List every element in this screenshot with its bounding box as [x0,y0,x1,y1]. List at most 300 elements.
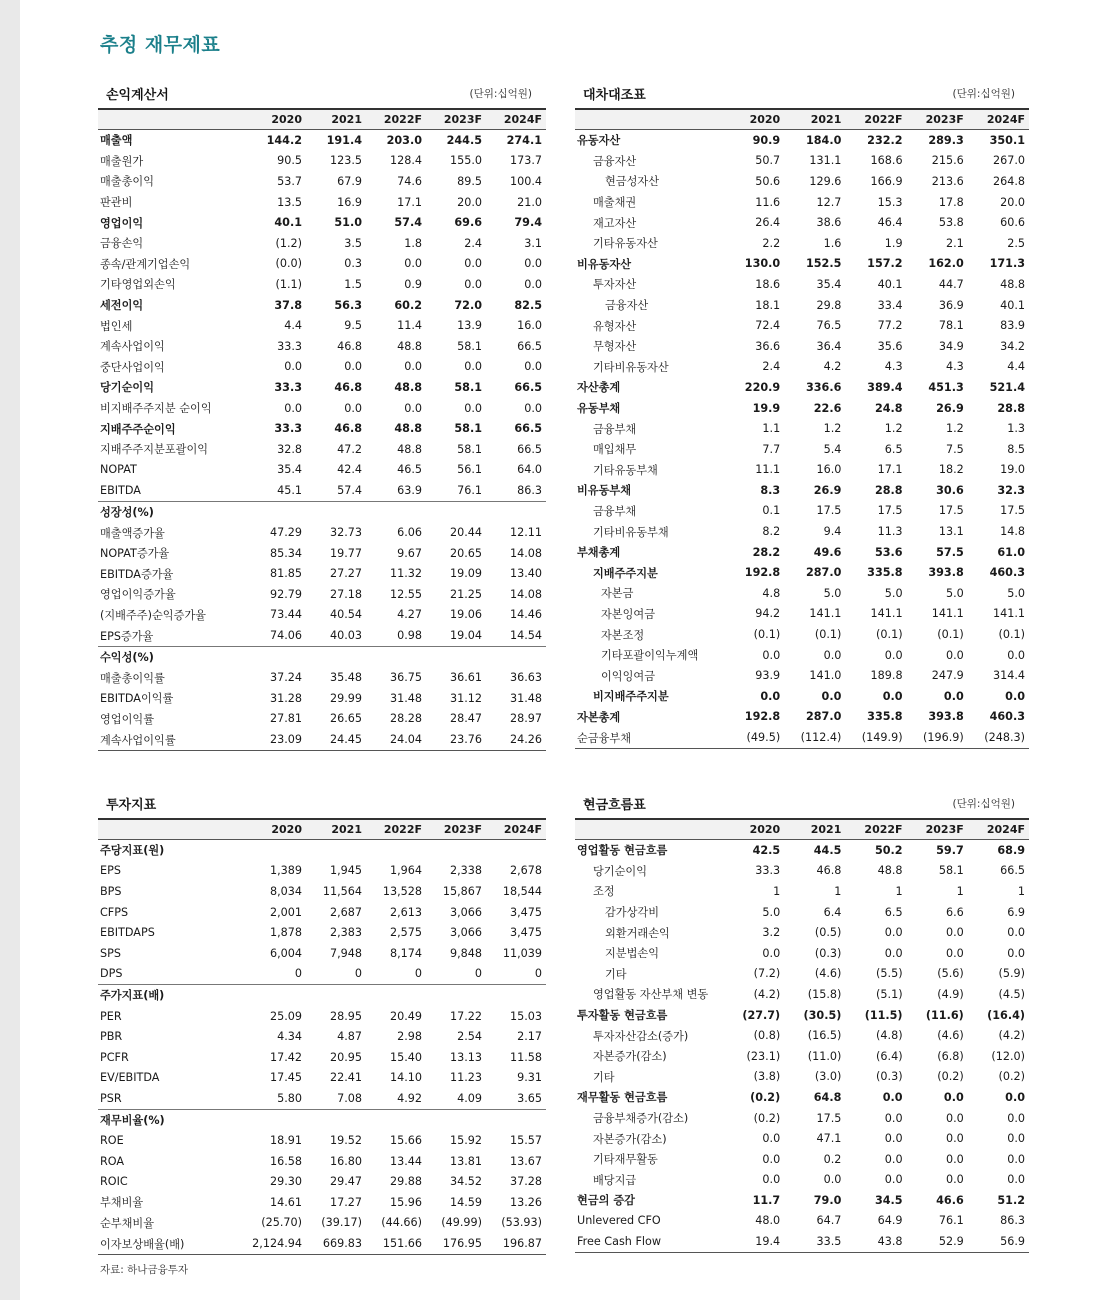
column-header-year: 2024F [486,819,546,840]
cell-value: 11,564 [322,884,362,898]
cell-value: 11.4 [397,319,422,333]
table-row [98,1151,546,1172]
table-row [575,315,1029,336]
cell-value: 451.3 [928,380,964,394]
cell-value [486,840,546,861]
cell-value: 52.9 [907,1231,968,1252]
table-row [575,1170,1029,1191]
cell-value [426,501,486,522]
cell-value: 31.12 [449,691,482,705]
column-header-year: 2022F [366,109,426,130]
table-row [575,645,1029,666]
row-label: PSR [100,1091,122,1105]
table-row [575,1211,1029,1232]
cell-value: 11.3 [877,525,903,539]
cell-value: 314.4 [992,669,1025,683]
row-label: 투자자산 [593,278,637,292]
row-label: 금융부채 [593,504,637,518]
cell-value: 12.7 [816,195,842,209]
cell-value: 26.4 [755,216,781,230]
cell-value: 0.0 [464,257,482,271]
cell-value: 247.9 [931,669,964,683]
row-label: 기타 [593,1070,615,1084]
balance-sheet-section [575,82,1029,749]
cell-value: 0.0 [760,689,781,703]
cell-value: 48.0 [755,1214,781,1228]
cell-value: 0.0 [1007,1173,1025,1187]
table-row [98,357,546,378]
row-label: 매출원가 [100,154,144,168]
row-label: 현금의 증감 [577,1194,635,1208]
column-header-year: 2021 [306,109,366,130]
cell-value: 16.0 [517,319,542,333]
cell-value: 4.8 [762,586,781,600]
cell-value: 9.4 [823,525,842,539]
cell-value: (0.2) [753,1111,781,1125]
cell-value: 15.96 [389,1195,422,1209]
cell-value: (0.1) [876,628,903,642]
cell-value: 1.9 [884,236,903,250]
table-row [575,665,1029,686]
balance-sheet-table [575,108,1029,749]
cell-value: (0.1) [753,628,781,642]
cell-value: 40.1 [1000,298,1025,312]
table-row [575,212,1029,233]
cell-value: 0.1 [762,504,781,518]
cell-value: 9.5 [344,319,362,333]
row-label: 유동부채 [577,402,621,416]
cell-value: (11.5) [864,1008,903,1022]
table-row [575,1025,1029,1046]
cell-value: 2,383 [329,926,362,940]
cash-flow-header [575,792,1029,818]
cell-value: 53.6 [874,545,903,559]
cell-value: 460.3 [989,566,1025,580]
cell-value: 171.3 [989,257,1025,271]
income-statement-body [98,130,546,751]
cell-value: 81.85 [269,567,302,581]
cell-value: 68.9 [997,843,1025,857]
column-header-label [98,109,246,130]
cell-value: 6.4 [823,905,842,919]
cell-value: 76.5 [816,319,842,333]
table-row [98,985,546,1006]
cell-value: 22.6 [813,401,842,415]
row-label: (지배주주)순익증가율 [100,608,206,622]
row-label: 재고자산 [593,216,637,230]
row-label: 유동자산 [577,134,621,148]
cell-value: 37.24 [269,671,302,685]
cell-value: 168.6 [870,154,903,168]
cell-value: 141.1 [992,607,1025,621]
cell-value [246,1109,306,1130]
table-row [575,480,1029,501]
cell-value: (49.99) [441,1216,482,1230]
cell-value [426,1109,486,1130]
table-row [98,295,546,316]
cell-value: (7.2) [753,967,781,981]
row-label: 금융손익 [100,237,144,251]
cell-value: 9.67 [397,546,422,560]
table-row [98,543,546,564]
cell-value: 20.65 [449,546,482,560]
cell-value: 47.2 [337,442,362,456]
cell-value: (5.6) [937,967,964,981]
cell-value: 27.81 [269,712,302,726]
cell-value: 16.0 [816,463,842,477]
cell-value: 14.08 [509,546,542,560]
cell-value: (0.2) [750,1090,781,1104]
cell-value: 1.1 [762,422,781,436]
row-label: SPS [100,946,121,960]
cell-value: 460.3 [989,710,1025,724]
cell-value: 93.9 [755,669,781,683]
cell-value: 2.98 [397,1030,422,1044]
cell-value: 12.11 [509,526,542,540]
row-label: 기타비유동부채 [593,525,669,539]
column-header-year: 2021 [306,819,366,840]
cell-value: 0 [354,967,362,981]
cell-value: 0.0 [464,401,482,415]
cell-value: 18.91 [269,1134,302,1148]
cell-value: 13.5 [277,195,302,209]
table-row [98,501,546,522]
cell-value: 35.4 [816,277,842,291]
income-statement-header-row [98,109,546,130]
cell-value: 3.2 [762,926,781,940]
row-label: 법인세 [100,319,133,333]
cell-value: 0.0 [1005,1090,1025,1104]
row-label: 수익성(%) [98,646,246,667]
cell-value: 34.52 [449,1175,482,1189]
cell-value: 0.0 [945,946,964,960]
row-label: 당기순이익 [593,864,648,878]
cell-value [306,985,366,1006]
column-header-year: 2022F [366,819,426,840]
cell-value: (4.9) [937,987,964,1001]
cell-value: 32.3 [997,483,1025,497]
cell-value: 17.42 [269,1050,302,1064]
table-row [98,1233,546,1254]
cell-value [366,840,426,861]
cell-value: 24.8 [874,401,903,415]
cell-value: 21.0 [517,195,542,209]
cell-value: 15.92 [449,1134,482,1148]
table-row [575,254,1029,275]
cell-value: 8.5 [1007,442,1025,456]
cell-value: 77.2 [877,319,903,333]
cell-value: (44.66) [381,1216,422,1230]
table-row [575,130,1029,151]
cell-value: 19.0 [1000,463,1025,477]
cell-value: 0.0 [945,1111,964,1125]
table-row [575,336,1029,357]
cell-value: 26.9 [813,483,842,497]
cell-value: (23.1) [746,1049,781,1063]
cell-value: 57.4 [394,216,422,230]
row-label: 영업이익률 [100,712,155,726]
row-label: 유형자산 [593,319,637,333]
table-row [98,922,546,943]
table-row [98,274,546,295]
cell-value: 6.5 [884,905,903,919]
cell-value: 215.6 [931,154,964,168]
cell-value: 7,948 [329,946,362,960]
cell-value: 1.6 [823,236,842,250]
cell-value: 192.8 [744,566,781,580]
row-label: NOPAT증가율 [100,547,170,561]
table-row [98,861,546,882]
cell-value: 18,544 [502,884,542,898]
cell-value: 0.0 [882,1090,903,1104]
cell-value: 0.0 [945,648,964,662]
cell-value: 3.1 [524,236,542,250]
cell-value: 5.80 [277,1091,302,1105]
cell-value [426,646,486,667]
row-label: 매출총이익률 [100,671,165,685]
row-label: 비지배주주지분 [593,690,669,704]
cell-value: 1.8 [404,236,422,250]
cell-value: (49.5) [723,727,784,748]
column-header-year: 2023F [907,109,968,130]
cell-value: 58.1 [938,864,964,878]
cell-value: 0.0 [524,257,542,271]
row-label: 부채총계 [577,546,621,560]
cell-value: 4.4 [1007,360,1025,374]
cell-value: 3,475 [509,905,542,919]
cell-value: 3,475 [509,926,542,940]
column-header-year: 2024F [968,109,1029,130]
cell-value: 1,389 [269,864,302,878]
row-label: ROE [100,1134,124,1148]
cell-value: 45.1 [277,483,302,497]
cash-flow-title: 현금흐름표 [583,798,646,813]
column-header-year: 2020 [246,109,306,130]
cell-value: 28.8 [997,401,1025,415]
row-label: 영업이익증가율 [100,588,176,602]
income-statement-header [98,82,546,108]
cell-value: 63.9 [397,483,422,497]
table-row [575,604,1029,625]
cell-value: 0.0 [524,401,542,415]
cell-value: 23.76 [426,729,486,750]
table-row [98,605,546,626]
row-label: 감가상각비 [605,906,660,920]
cell-value: (6.4) [876,1049,903,1063]
row-label: 매출총이익 [100,175,155,189]
column-header-year: 2022F [845,819,906,840]
cell-value: 15.03 [509,1009,542,1023]
table-row [98,522,546,543]
row-label: EBITDAPS [100,926,155,940]
table-row [98,254,546,275]
cell-value: 17.45 [269,1071,302,1085]
cash-flow-unit: (단위:십억원) [952,798,1015,810]
row-label: 영업이익 [100,216,144,230]
cell-value: (3.8) [753,1070,781,1084]
row-label: 매출액 [100,134,133,148]
cell-value: 16.9 [337,195,362,209]
row-label: 매출액증가율 [100,526,165,540]
cell-value: 7.7 [762,442,781,456]
cell-value: 89.5 [457,174,482,188]
table-row [98,964,546,985]
cell-value: 0.0 [882,689,903,703]
table-row [98,667,546,688]
cell-value: 90.9 [752,133,781,147]
cell-value: 1.2 [823,422,842,436]
cell-value: 3,066 [449,926,482,940]
table-row [575,357,1029,378]
cell-value: 74.06 [269,629,302,643]
source-note: 자료: 하나금융투자 [100,1264,189,1276]
cell-value: 24.04 [366,729,426,750]
row-label: 외환거래손익 [605,926,670,940]
cell-value: 28.47 [449,712,482,726]
cell-value: 0.0 [464,277,482,291]
column-header-label [575,109,723,130]
cell-value: 35.4 [277,463,302,477]
cell-value [366,646,426,667]
table-row [98,233,546,254]
row-label: 중단사업이익 [100,360,165,374]
cell-value: 9.31 [517,1071,542,1085]
cell-value: 289.3 [928,133,964,147]
cell-value: 521.4 [989,380,1025,394]
cell-value: 2.54 [457,1030,482,1044]
cell-value: (5.9) [998,967,1025,981]
cell-value: 0.0 [945,1152,964,1166]
cell-value: 46.8 [337,339,362,353]
cell-value: 0.0 [1007,946,1025,960]
table-row [575,542,1029,563]
cell-value: 0.0 [884,946,903,960]
cell-value: 0.0 [884,926,903,940]
cell-value: 1 [773,884,781,898]
row-label: 주당지표(원) [100,844,165,858]
cell-value: 29.47 [329,1175,362,1189]
cell-value: 0.0 [884,1132,903,1146]
cell-value: 67.9 [337,174,362,188]
cell-value: 13.44 [389,1154,422,1168]
cell-value: 0.0 [1007,648,1025,662]
cell-value: (4.6) [937,1029,964,1043]
cell-value: 11.1 [755,463,781,477]
cell-value: 232.2 [867,133,903,147]
table-row [98,1026,546,1047]
cell-value: 0.0 [1007,1132,1025,1146]
cell-value: 11.7 [752,1193,781,1207]
page-title: 추정 재무제표 [100,34,221,56]
cell-value: 19.06 [449,608,482,622]
table-row [98,130,546,151]
column-header-year: 2023F [426,109,486,130]
cell-value: 2.1 [945,236,964,250]
cell-value: 29.88 [389,1175,422,1189]
cell-value: 72.4 [755,319,781,333]
table-row [98,1068,546,1089]
row-label: 재무활동 현금흐름 [577,1091,668,1105]
table-row [575,1087,1029,1108]
cell-value: 5.0 [762,905,781,919]
cell-value: 73.44 [269,608,302,622]
cell-value: 0.0 [884,1111,903,1125]
cell-value: 4.27 [397,608,422,622]
cell-value: 0.0 [404,401,422,415]
cell-value: 155.0 [449,154,482,168]
balance-sheet-header-row [575,109,1029,130]
table-row [575,1190,1029,1211]
table-row [575,727,1029,748]
cell-value: 0.0 [524,277,542,291]
cash-flow-table [575,818,1029,1253]
cell-value: 17.5 [816,1111,842,1125]
cell-value: 31.28 [269,691,302,705]
cash-flow-body [575,840,1029,1253]
cell-value: 46.8 [334,380,362,394]
cell-value: 3,066 [449,905,482,919]
cell-value: 18.2 [938,463,964,477]
row-label: 자본금 [601,587,634,601]
cell-value: 0.0 [762,1173,781,1187]
cell-value: 0.0 [823,1173,842,1187]
cell-value: (0.2) [937,1070,964,1084]
cell-value [306,501,366,522]
table-row [575,984,1029,1005]
row-label: 영업활동 현금흐름 [577,844,668,858]
cell-value: 47.29 [269,526,302,540]
cell-value: 141.1 [870,607,903,621]
cell-value: 29.30 [269,1175,302,1189]
cell-value: 46.4 [877,216,903,230]
cell-value: 6.6 [945,905,964,919]
table-row [98,171,546,192]
row-label: EPS증가율 [100,629,154,643]
cell-value: 76.1 [938,1214,964,1228]
cell-value: 1,964 [389,864,422,878]
row-label: DPS [100,967,123,981]
column-header-year: 2020 [246,819,306,840]
cell-value: (16.5) [807,1029,842,1043]
cell-value: 28.8 [874,483,903,497]
table-row [98,902,546,923]
cell-value: 19.52 [329,1134,362,1148]
cell-value: 5.0 [823,586,842,600]
row-label: 부채비율 [100,1196,144,1210]
cell-value: (0.1) [814,628,842,642]
cell-value: 56.1 [457,463,482,477]
cell-value: 30.6 [936,483,964,497]
cell-value: 28.95 [329,1009,362,1023]
cell-value: 220.9 [744,380,781,394]
cell-value: 1.2 [945,422,964,436]
cell-value: (0.8) [753,1029,781,1043]
row-label: EBITDA증가율 [100,567,174,581]
cell-value: 48.8 [394,422,422,436]
cell-value: 46.6 [936,1193,964,1207]
column-header-label [575,819,723,840]
cell-value: 2,613 [389,905,422,919]
cell-value: 4.3 [945,360,964,374]
cell-value: 264.8 [992,174,1025,188]
cell-value: 0.0 [344,401,362,415]
investment-indicators-title: 투자지표 [106,798,157,813]
cell-value: 51.0 [334,216,362,230]
table-row [98,625,546,646]
cell-value: 162.0 [928,257,964,271]
table-row [98,584,546,605]
cell-value: 669.83 [306,1233,366,1254]
